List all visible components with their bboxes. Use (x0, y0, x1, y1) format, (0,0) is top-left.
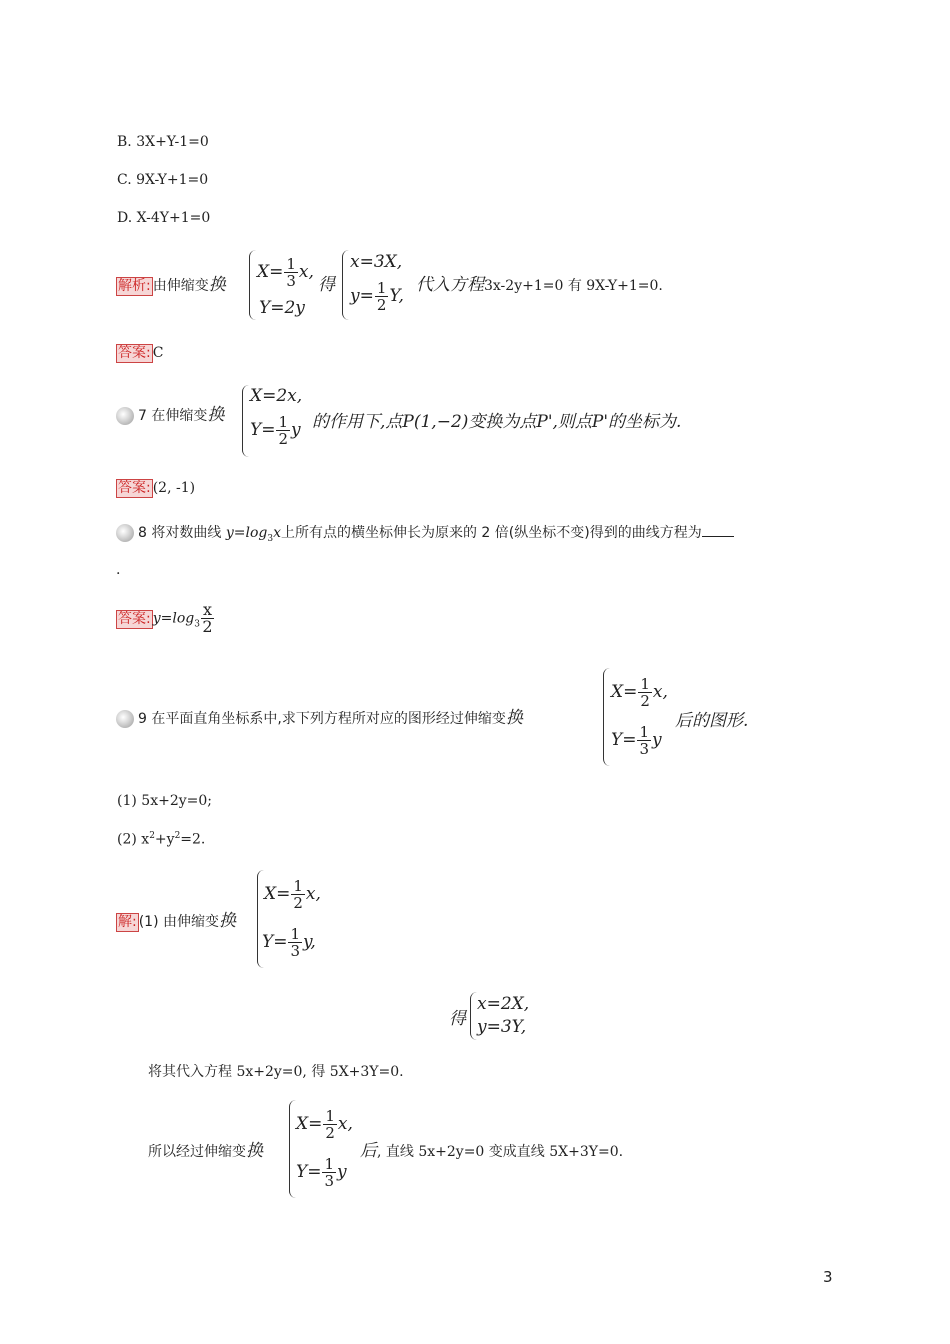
answer-blank (702, 536, 734, 537)
analysis-lead: 由伸缩变 (152, 278, 209, 294)
question-marker-icon (116, 407, 134, 425)
system-row: x=3X, (350, 252, 403, 272)
analysis-tail: 3x-2y+1=0 有 9X-Y+1=0. (484, 278, 663, 294)
analysis-tail-it: 代入方程 (416, 275, 484, 295)
q7-lead: 在伸缩变 (151, 408, 208, 424)
option-d: D. X-4Y+1=0 (117, 210, 211, 226)
q7-tail: 的作用下,点P(1,−2)变换为点P',则点P'的坐标为. (312, 412, 682, 432)
de-char: 得 (318, 275, 335, 295)
system-row: X= $\frac{1}{3}$ x, (257, 255, 314, 290)
left-brace (603, 668, 610, 766)
q7-answer (116, 479, 195, 498)
answer-tag: 答案: (118, 345, 151, 361)
question-number: 8 (138, 525, 147, 541)
page-number: 3 (823, 1268, 833, 1286)
solution-tag: 解: (118, 914, 137, 930)
left-brace (249, 250, 256, 320)
question-marker-icon (116, 710, 134, 728)
q6-answer (116, 344, 163, 363)
system-row: y=3Y, (477, 1017, 527, 1037)
question-marker-icon (116, 524, 134, 542)
huan-char: 换 (219, 911, 236, 931)
left-brace (470, 992, 477, 1040)
system-row: Y= $\frac{1}{3}$ y (296, 1155, 347, 1190)
q8-answer: 答案: $y=\log_3$ $\frac{x}{2}$ (118, 600, 213, 636)
option-b: B. 3X+Y-1=0 (117, 134, 209, 150)
substitution-line: 将其代入方程 5x+2y=0, 得 5X+3Y=0. (148, 1064, 404, 1080)
analysis-tag: 解析: (118, 278, 151, 294)
q8-dot: . (116, 562, 121, 578)
q9-item-1: (1) 5x+2y=0; (117, 793, 212, 809)
de-char: 得 (449, 1009, 466, 1029)
question-number: 7 (138, 408, 147, 424)
left-brace (242, 385, 249, 457)
system-row: X= $\frac{1}{2}$ x, (264, 877, 321, 912)
left-brace (289, 1100, 296, 1198)
huan-char: 换 (207, 405, 225, 425)
system-row: X= $\frac{1}{2}$ x, (296, 1107, 353, 1142)
answer-tag: 答案: (118, 610, 151, 627)
system-row: X=2x, (250, 386, 303, 406)
q9-tail: 后的图形. (675, 711, 749, 731)
answer-value: (2, -1) (152, 480, 196, 496)
question-number: 9 (138, 711, 147, 727)
answer-tag: 答案: (118, 480, 151, 496)
huan-char: 换 (505, 708, 523, 728)
system-row: Y= $\frac{1}{2}$ y (250, 413, 301, 448)
system-row: Y=2y (259, 298, 305, 318)
q9-item-2: (2) $x^2+y^2=2$. (117, 831, 206, 848)
option-c: C. 9X-Y+1=0 (117, 172, 209, 188)
system-row: X= $\frac{1}{2}$ x, (611, 675, 668, 710)
system-row: x=2X, (477, 994, 530, 1014)
huan-char: 换 (246, 1141, 263, 1161)
final-tail: , 直线 5x+2y=0 变成直线 5X+3Y=0. (377, 1144, 624, 1160)
question-8: 8 将对数曲线 $y=\log_3x$上所有点的横坐标伸长为原来的 2 倍(纵坐标不变)得到的曲线方程为 (116, 522, 734, 544)
system-row: y= $\frac{1}{2}$ Y, (350, 279, 404, 314)
huan-char: 换 (208, 275, 226, 295)
final-tail-it: 后 (360, 1141, 377, 1161)
final-lead: 所以经过伸缩变 (148, 1144, 246, 1160)
q9-lead: 在平面直角坐标系中,求下列方程所对应的图形经过伸缩变 (151, 711, 506, 727)
solution-lead: (1) 由伸缩变 (138, 914, 219, 930)
left-brace (342, 250, 349, 320)
system-row: Y= $\frac{1}{3}$ y, (262, 925, 316, 960)
system-row: Y= $\frac{1}{3}$ y (611, 723, 662, 758)
answer-value: C (152, 345, 164, 361)
